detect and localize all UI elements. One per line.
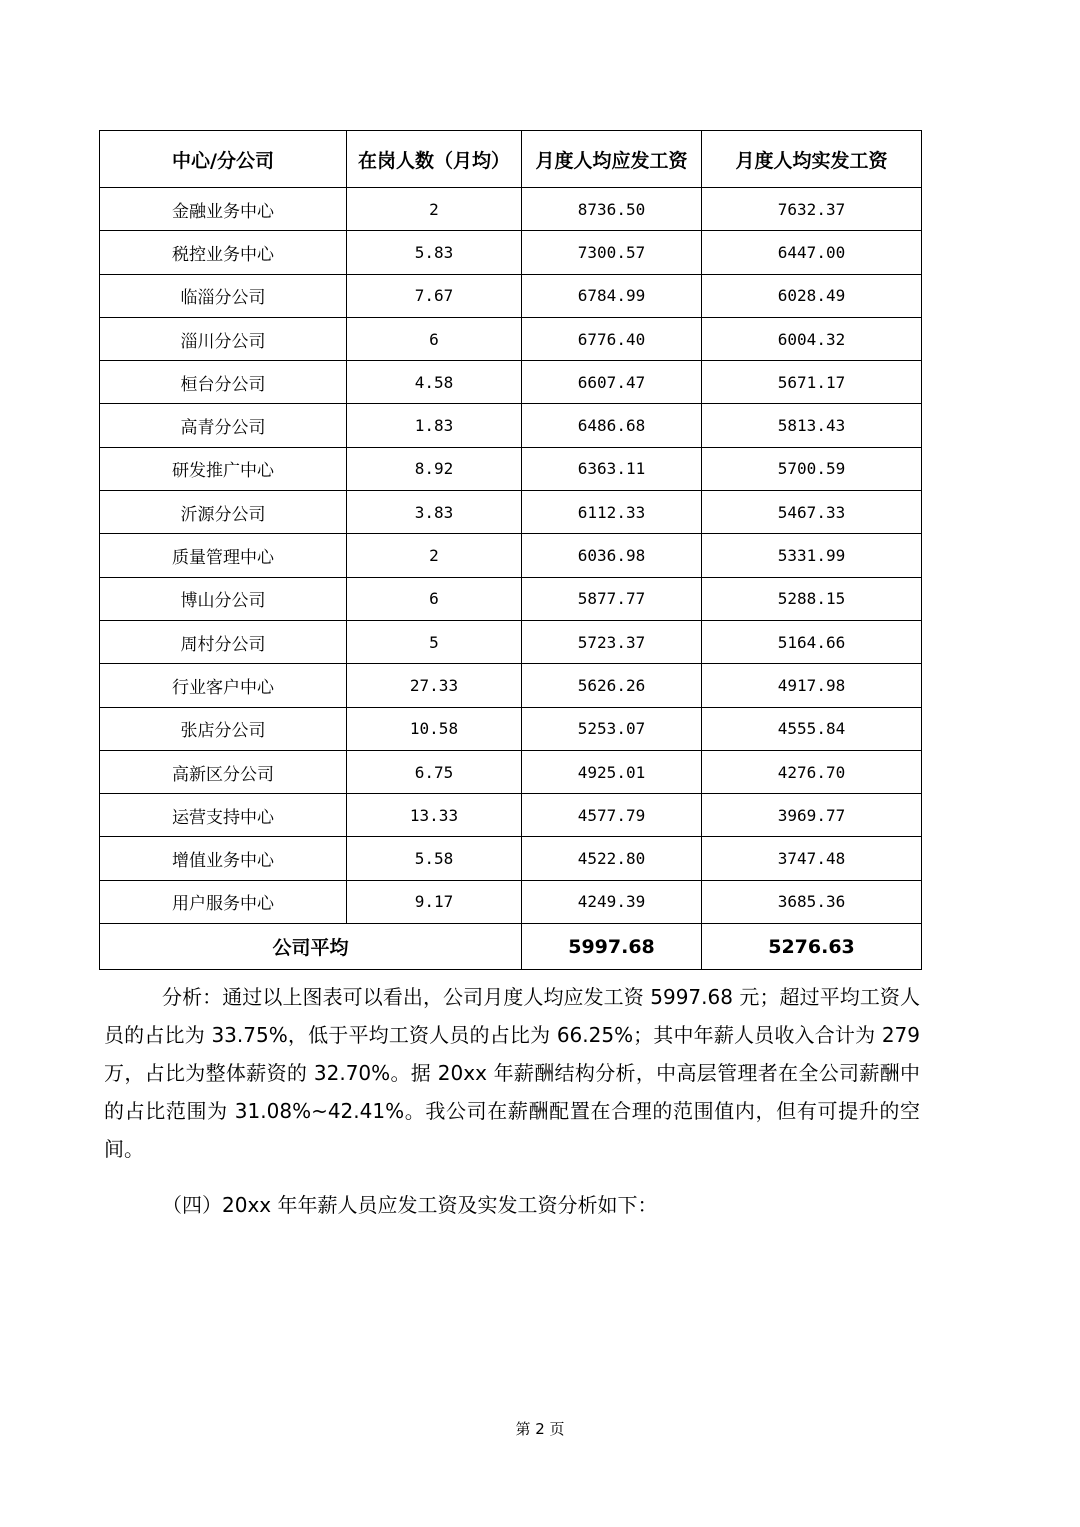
headcount-cell: 6 [347, 317, 522, 360]
table-row [100, 361, 922, 404]
department-cell: 运营支持中心 [100, 794, 347, 837]
headcount-cell: 4.58 [347, 361, 522, 404]
gross-salary-cell: 5626.26 [522, 664, 702, 707]
analysis-paragraph: 分析：通过以上图表可以看出，公司月度人均应发工资 5997.68 元；超过平均工资人员的占比为 33.75%，低于平均工资人员的占比为 66.25%；其中年薪人员收入合计为 279 万，占比为整体薪资的 32.70%。据 20xx 年薪酬结构分析，中高层管理者在全公司薪酬中的占比范围为 31.08%~42.41%。我公司在薪酬配置在合理的范围值内，但有可提升的空间。 [104, 985, 920, 1161]
gross-salary-cell: 4522.80 [522, 837, 702, 880]
headcount-cell: 5 [347, 620, 522, 663]
department-cell: 高青分公司 [100, 404, 347, 447]
headcount-cell: 3.83 [347, 491, 522, 534]
net-salary-cell: 7632.37 [702, 188, 922, 231]
gross-salary-cell: 5253.07 [522, 707, 702, 750]
table-row [100, 447, 922, 490]
table-row [100, 794, 922, 837]
total-net-salary: 5276.63 [702, 924, 922, 970]
net-salary-cell: 5700.59 [702, 447, 922, 490]
headcount-cell: 9.17 [347, 880, 522, 923]
headcount-cell: 27.33 [347, 664, 522, 707]
net-salary-cell: 3685.36 [702, 880, 922, 923]
net-salary-cell: 5467.33 [702, 491, 922, 534]
header-headcount: 在岗人数（月均） [347, 131, 522, 188]
net-salary-cell: 5164.66 [702, 620, 922, 663]
net-salary-cell: 6004.32 [702, 317, 922, 360]
gross-salary-cell: 6363.11 [522, 447, 702, 490]
department-cell: 沂源分公司 [100, 491, 347, 534]
department-cell: 高新区分公司 [100, 750, 347, 793]
headcount-cell: 6 [347, 577, 522, 620]
gross-salary-cell: 6036.98 [522, 534, 702, 577]
table-row [100, 707, 922, 750]
salary-table [99, 130, 922, 970]
table-row [100, 491, 922, 534]
department-cell: 用户服务中心 [100, 880, 347, 923]
headcount-cell: 1.83 [347, 404, 522, 447]
table-row [100, 188, 922, 231]
department-cell: 税控业务中心 [100, 231, 347, 274]
department-cell: 研发推广中心 [100, 447, 347, 490]
department-cell: 质量管理中心 [100, 534, 347, 577]
headcount-cell: 8.92 [347, 447, 522, 490]
department-cell: 淄川分公司 [100, 317, 347, 360]
gross-salary-cell: 7300.57 [522, 231, 702, 274]
net-salary-cell: 4555.84 [702, 707, 922, 750]
net-salary-cell: 6028.49 [702, 274, 922, 317]
headcount-cell: 5.58 [347, 837, 522, 880]
table-row [100, 837, 922, 880]
department-cell: 金融业务中心 [100, 188, 347, 231]
table-row [100, 577, 922, 620]
headcount-cell: 13.33 [347, 794, 522, 837]
table-row [100, 750, 922, 793]
department-cell: 桓台分公司 [100, 361, 347, 404]
header-department: 中心/分公司 [100, 131, 347, 188]
table-row [100, 664, 922, 707]
gross-salary-cell: 6112.33 [522, 491, 702, 534]
department-cell: 博山分公司 [100, 577, 347, 620]
department-cell: 临淄分公司 [100, 274, 347, 317]
headcount-cell: 2 [347, 188, 522, 231]
table-row [100, 317, 922, 360]
headcount-cell: 6.75 [347, 750, 522, 793]
gross-salary-cell: 5877.77 [522, 577, 702, 620]
headcount-cell: 2 [347, 534, 522, 577]
gross-salary-cell: 5723.37 [522, 620, 702, 663]
net-salary-cell: 5288.15 [702, 577, 922, 620]
total-gross-salary: 5997.68 [522, 924, 702, 970]
headcount-cell: 5.83 [347, 231, 522, 274]
page-number: 第 2 页 [515, 1420, 565, 1438]
gross-salary-cell: 6776.40 [522, 317, 702, 360]
gross-salary-cell: 8736.50 [522, 188, 702, 231]
gross-salary-cell: 6784.99 [522, 274, 702, 317]
total-label: 公司平均 [100, 924, 522, 970]
header-gross-salary: 月度人均应发工资 [522, 131, 702, 188]
department-cell: 周村分公司 [100, 620, 347, 663]
table-row [100, 274, 922, 317]
table-total-row [100, 924, 922, 970]
net-salary-cell: 4917.98 [702, 664, 922, 707]
net-salary-cell: 5331.99 [702, 534, 922, 577]
net-salary-cell: 3747.48 [702, 837, 922, 880]
gross-salary-cell: 6486.68 [522, 404, 702, 447]
gross-salary-cell: 4249.39 [522, 880, 702, 923]
net-salary-cell: 6447.00 [702, 231, 922, 274]
table-body [100, 188, 922, 924]
net-salary-cell: 5813.43 [702, 404, 922, 447]
net-salary-cell: 3969.77 [702, 794, 922, 837]
gross-salary-cell: 4925.01 [522, 750, 702, 793]
department-cell: 张店分公司 [100, 707, 347, 750]
net-salary-cell: 5671.17 [702, 361, 922, 404]
section-four-heading: （四）20xx 年年薪人员应发工资及实发工资分析如下： [162, 1193, 658, 1217]
table-header-row [100, 131, 922, 188]
gross-salary-cell: 6607.47 [522, 361, 702, 404]
table-row [100, 880, 922, 923]
table-row [100, 620, 922, 663]
gross-salary-cell: 4577.79 [522, 794, 702, 837]
header-net-salary: 月度人均实发工资 [702, 131, 922, 188]
department-cell: 行业客户中心 [100, 664, 347, 707]
table-row [100, 231, 922, 274]
headcount-cell: 7.67 [347, 274, 522, 317]
net-salary-cell: 4276.70 [702, 750, 922, 793]
headcount-cell: 10.58 [347, 707, 522, 750]
department-cell: 增值业务中心 [100, 837, 347, 880]
table-row [100, 534, 922, 577]
table-row [100, 404, 922, 447]
